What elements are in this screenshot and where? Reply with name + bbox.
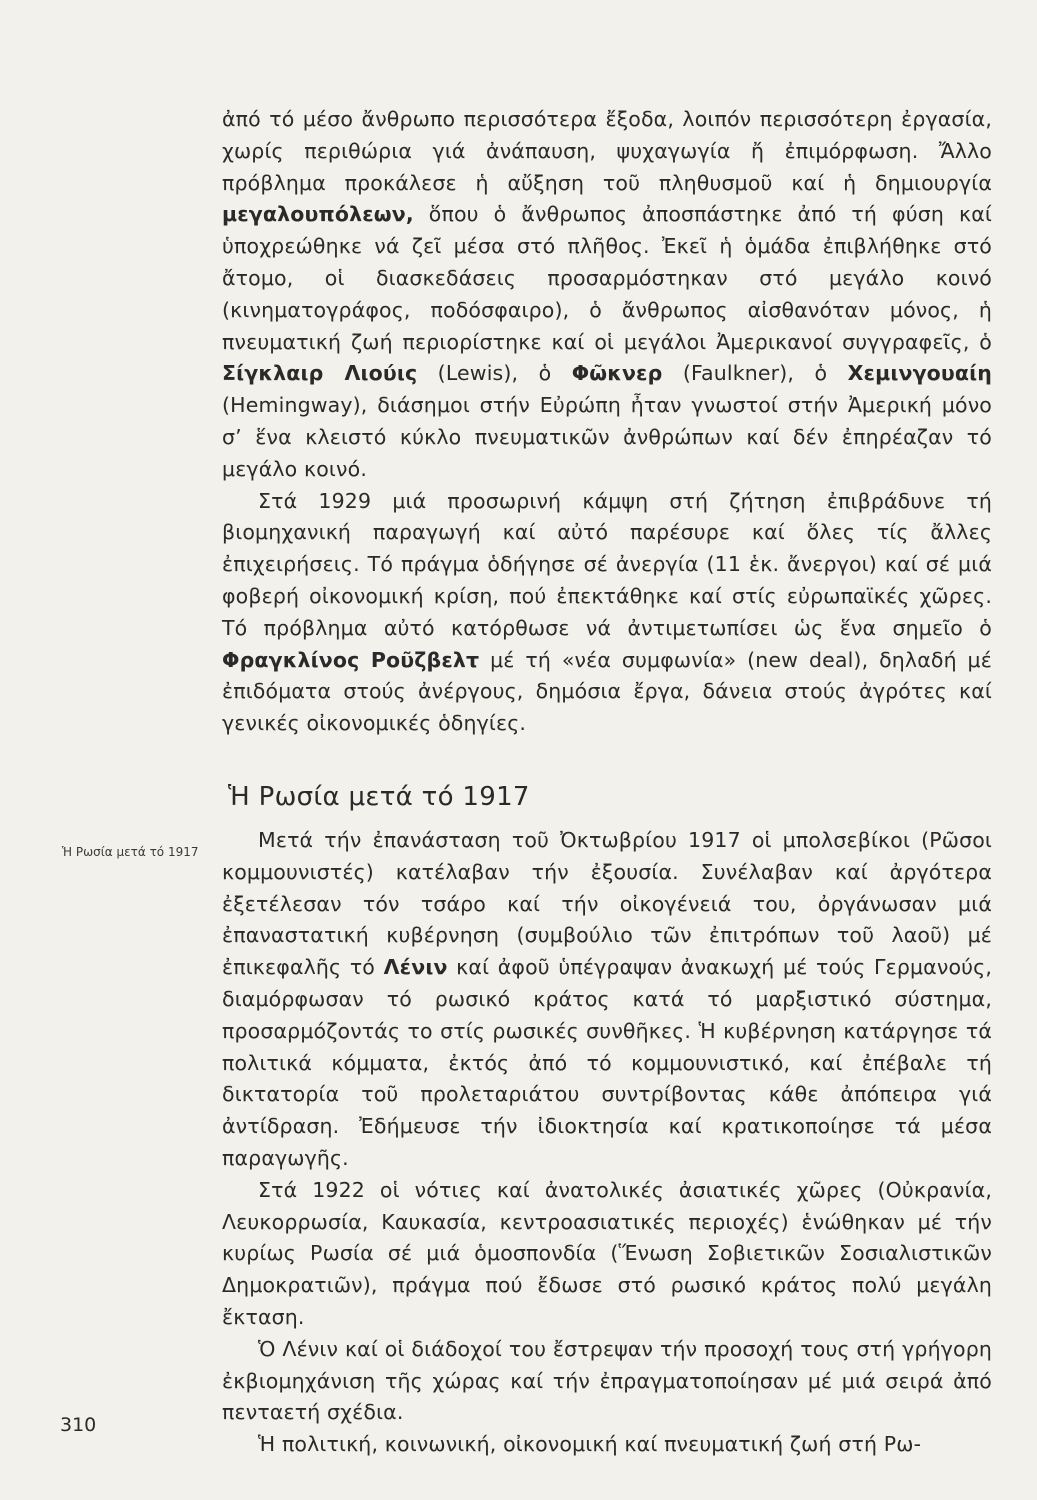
paragraph-cities bbox=[222, 104, 992, 486]
text-span: (Hemingway), διάσημοι στήν Εὐρώπη ἦταν γνωστοί στήν Ἀμερική μόνο σ’ ἕνα κλειστό κύκλο πνευματικῶν ἀνθρώπων καί δέν ἐπηρέαζαν τό μεγάλο κοινό. bbox=[222, 393, 992, 481]
paragraph-five-year-plans: Ὁ Λένιν καί οἱ διάδοχοί του ἔστρεψαν τήν προσοχή τους στή γρήγορη ἐκβιομηχάνιση τῆς χώρας καί τήν ἐπραγματοποίησαν μέ μιά σειρά ἀπό πενταετή σχέδια. bbox=[222, 1336, 992, 1425]
paragraph-continuation: Ἡ πολιτική, κοινωνική, οἰκονομική καί πνευματική ζωή στή Ρω- bbox=[258, 1432, 922, 1457]
bold-term-hemingway: Χεμινγουαίη bbox=[847, 361, 993, 386]
text-span: (Lewis), ὁ bbox=[417, 361, 572, 386]
bold-term-faulkner: Φῶκνερ bbox=[571, 361, 663, 386]
lower-text-block bbox=[222, 825, 992, 1461]
bold-term-megalopoleis: μεγαλουπόλεων, bbox=[222, 202, 414, 227]
section-heading: Ἡ Ρωσία μετά τό 1917 bbox=[228, 782, 530, 812]
text-span: μέ τή «νέα συμφωνία» (new deal), δηλαδή μέ ἐπιδόματα στούς ἀνέργους, δημόσια ἔργα, δάνεια στούς ἀγρότες καί γενικές οἰκονομικές ὁδηγίες. bbox=[222, 647, 992, 736]
text-span: (Faulkner), ὁ bbox=[662, 361, 848, 386]
paragraph-crisis-1929 bbox=[222, 486, 992, 740]
text-span: Στά 1929 μιά προσωρινή κάμψη στή ζήτηση ἐπιβράδυνε τή βιομηχανική παραγωγή καί αὐτό παρέσυρε καί ὅλες τίς ἄλλες ἐπιχειρήσεις. Τό πράγμα ὁδήγησε σέ ἀνεργία (11 ἑκ. ἄνεργοι) καί σέ μιά φοβερή οἰκονομική κρίση, πού ἐπεκτάθηκε καί στίς εὐρωπαϊκές χῶρες. Τό πρόβλημα αὐτό κατόρθωσε νά ἀντιμετωπίσει ὡς ἕνα σημεῖο ὁ bbox=[222, 488, 992, 640]
page-number: 310 bbox=[60, 1414, 97, 1436]
margin-note: Ἡ Ρωσία μετά τό 1917 bbox=[62, 845, 199, 859]
paragraph-revolution bbox=[222, 825, 992, 1175]
text-span: καί ἀφοῦ ὑπέγραψαν ἀνακωχή μέ τούς Γερμανούς, διαμόρφωσαν τό ρωσικό κράτος κατά τό μαρξιστικό σύστημα, προσαρμόζοντάς το στίς ρωσικές συνθῆκες. Ἡ κυβέρνηση κατάργησε τά πολιτικά κόμματα, ἐκτός ἀπό τό κομμουνιστικό, καί ἐπέβαλε τή δικτατορία τοῦ προλεταριάτου συντρίβοντας κάθε ἀπόπειρα γιά ἀντίδραση. Ἐδήμευσε τήν ἰδιοκτησία καί κρατικοποίησε τά μέσα παραγωγῆς. bbox=[222, 955, 993, 1170]
text-span: ὅπου ὁ ἄνθρωπος ἀποσπάστηκε ἀπό τή φύση καί ὑποχρεώθηκε νά ζεῖ μέσα στό πλῆθος. Ἐκεῖ ἡ ὁμάδα ἐπιβλήθηκε στό ἄτομο, οἱ διασκεδάσεις προσαρμόστηκαν στό μεγάλο κοινό (κινηματογράφος, ποδόσφαιρο), ὁ ἄνθρωπος αἰσθανόταν μόνος, ἡ πνευματική ζωή περιορίστηκε καί οἱ μεγάλοι Ἀμερικανοί συγγραφεῖς, ὁ bbox=[222, 202, 992, 354]
bold-term-lewis: Σίγκλαιρ Λιούις bbox=[222, 361, 418, 386]
text-span: ἀπό τό μέσο ἄνθρωπο περισσότερα ἔξοδα, λοιπόν περισσότερη ἐργασία, χωρίς περιθώρια γιά ἀνάπαυση, ψυχαγωγία ἤ ἐπιμόρφωση. Ἄλλο πρόβλημα προκάλεσε ἡ αὔξηση τοῦ πληθυσμοῦ καί ἡ δημιουργία bbox=[222, 107, 992, 195]
bold-term-lenin: Λένιν bbox=[383, 955, 448, 980]
upper-text-block bbox=[222, 104, 992, 740]
paragraph-ussr-1922: Στά 1922 οἱ νότιες καί ἀνατολικές ἀσιατικές χῶρες (Οὐκρανία, Λευκορρωσία, Καυκασία, κεντροασιατικές περιοχές) ἑνώθηκαν μέ τήν κυρίως Ρωσία σέ μιά ὁμοσπονδία (Ἕνωση Σοβιετικῶν Σοσιαλιστικῶν Δημοκρατιῶν), πράγμα πού ἔδωσε στό ρωσικό κράτος πολύ μεγάλη ἔκταση. bbox=[222, 1177, 992, 1329]
text-span: Μετά τήν ἐπανάσταση τοῦ Ὀκτωβρίου 1917 οἱ μπολσεβίκοι (Ρῶσοι κομμουνιστές) κατέλαβαν τήν ἐξουσία. Συνέλαβαν καί ἀργότερα ἐξετέλεσαν τόν τσάρο καί τήν οἰκογένειά του, ὀργάνωσαν μιά ἐπαναστατική κυβέρνηση (συμβούλιο τῶν ἐπιτρόπων τοῦ λαοῦ) μέ ἐπικεφαλῆς τό bbox=[222, 828, 992, 980]
bold-term-roosevelt: Φραγκλίνος Ροῦζβελτ bbox=[222, 647, 480, 672]
